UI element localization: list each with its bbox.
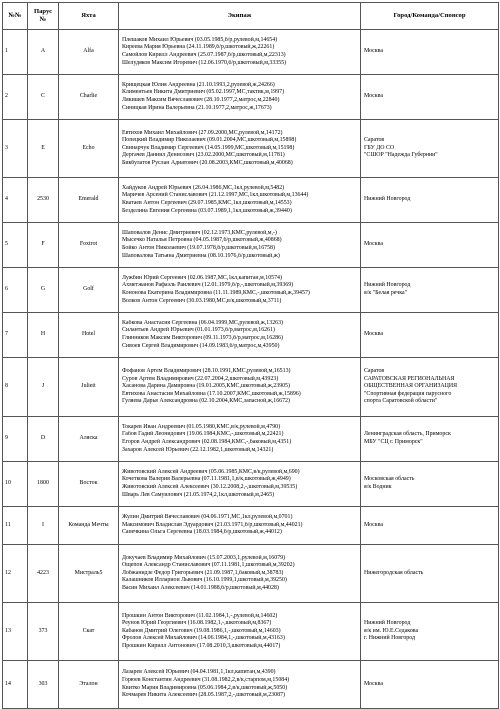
- row-number: 5: [3, 223, 28, 268]
- crew-member: Бойко Антон Николаевич (19.07.1978,б/р,шкотовый,м,16758): [122, 245, 275, 251]
- crew-member: Животовский Алексей Алексеевич (30.12.2008,2,-,шкотовый,м,39535): [122, 484, 298, 490]
- crew-member: Мысечко Наталья Петровна (04.05.1987,б/р,шкотовый,ж,40868): [122, 237, 282, 244]
- city-team-sponsor: [361, 462, 499, 507]
- city-team-sponsor: [361, 603, 499, 661]
- yacht-name: Hotel: [59, 313, 119, 358]
- crew-member: Бикбулатов Руслан Адиатович (20.08.2003,КМС,шкотовый,м,40068): [122, 159, 293, 166]
- yacht-name: Команда Мечты: [59, 507, 119, 545]
- city-team-sponsor: [361, 358, 499, 417]
- row-number: 8: [3, 358, 28, 417]
- yacht-name: Эталон: [59, 661, 119, 709]
- table-row: [3, 313, 499, 358]
- city-team-sponsor: [361, 30, 499, 75]
- crew-member: Лякишев Максим Вячеславович (28.10.1977,2,матрос,м,22840): [122, 97, 280, 103]
- crew-cell: [119, 462, 361, 507]
- crew-member: Плешаков Михаил Юрьевич (03.05.1985,б/р,рулевой,м,14654): [122, 36, 278, 43]
- yacht-name: Golf: [59, 268, 119, 313]
- row-number: 13: [3, 603, 28, 661]
- yacht-name: Мистраль5: [59, 545, 119, 603]
- city-line: Нижний Новгород: [364, 282, 411, 289]
- city-team-sponsor: [361, 417, 499, 462]
- row-number: 6: [3, 268, 28, 313]
- crew-cell: [119, 223, 361, 268]
- city-line: я/к им. Ю.Е.Седакова: [364, 627, 419, 634]
- city-line: Москва: [364, 241, 383, 248]
- table-row: [3, 545, 499, 603]
- city-line: Москва: [364, 93, 383, 100]
- crew-cell: [119, 545, 361, 603]
- crew-member: Кабкова Анастасия Сергеевна (06.04.1999,МС,рулевой,ж,13263): [122, 319, 283, 326]
- crew-member: Синицкая Ирина Валерьевна (21.10.1977,2,матрос,ж,17673): [122, 104, 272, 111]
- crew-member: Дергачев Даниил Денисович (23.02.2000,МС,шкотовый,м,11781): [122, 152, 285, 159]
- table-row: [3, 661, 499, 709]
- sail-number: A: [28, 30, 59, 75]
- crew-member: Кочмарев Никита Алексеевич (28.05.1987,2,-,шкотовый,м,23087): [122, 692, 285, 699]
- crew-member: Волков Антон Сергеевич (30.03.1980,МС,в/к,шкотовый,м,3711): [122, 297, 282, 304]
- crew-cell: [119, 313, 361, 358]
- crew-member: Прошкин Антон Викторович (11.02.1984,1,-,рулевой,м,14602): [122, 612, 278, 619]
- crew-member: Кочеткова Валерия Валерьевна (07.11.1981,1,в/к,шкотовый,ж,4949): [122, 476, 291, 483]
- crew-table: [2, 2, 499, 709]
- city-line: ОБЩЕСТВЕННАЯ ОРГАНИЗАЦИЯ: [364, 383, 458, 390]
- crew-member: Лазарев Алексей Юрьевич (04.04.1981,1,1кл,капитан,м,4390): [122, 669, 276, 676]
- row-number: 3: [3, 120, 28, 178]
- city-line: Москва: [364, 521, 383, 528]
- crew-member: Квитко Мария Владимировна (05.06.1984,2,в/к,шкотовый,ж,5050): [122, 684, 288, 691]
- city-team-sponsor: [361, 178, 499, 223]
- crew-member: Токарев Иван Андреевич (01.05.1980,КМС,в/к,рулевой,м,4790): [122, 423, 281, 430]
- crew-member: Кононова Екатерина Владимировна (11.11.1989,КМС,-,шкотовый,ж,39457): [122, 290, 310, 296]
- sail-number: 1800: [28, 462, 59, 507]
- table-row: [3, 30, 499, 75]
- city-team-sponsor: [361, 661, 499, 709]
- crew-member: Фофанов Артем Владимирович (28.10.1991,КМС,рулевой,м,16513): [122, 368, 291, 375]
- crew-member: Прошкин Кирилл Антонович (17.08.2010,3,шкотовый,м,44017): [122, 642, 281, 649]
- city-line: я/к Водник: [364, 484, 392, 490]
- sail-number: G: [28, 268, 59, 313]
- row-number: 7: [3, 313, 28, 358]
- crew-member: Сивоев Сергей Владимирович (14.09.1983,б/р,матрос,м,43950): [122, 342, 280, 349]
- crew-member: Попецкий Владимир Николаевич (09.01.2004,МС,шкотовый,м,15898): [122, 137, 297, 144]
- header-crew: Экипаж: [119, 3, 361, 30]
- crew-member: Свинарчук Владимир Сергеевич (14.05.1999,МС,шкотовый,м,15198): [122, 144, 295, 151]
- crew-member: Лужбин Юрий Сергеевич (02.06.1987,МС,1кл,капитан,м,10574): [122, 274, 282, 281]
- yacht-name: Alfa: [59, 30, 119, 75]
- table-row: [3, 75, 499, 120]
- sail-number: 2530: [28, 178, 59, 223]
- crew-cell: [119, 75, 361, 120]
- crew-member: Глинников Максим Викторович (09.11.1973,б/р,матрос,м,16286): [122, 335, 283, 341]
- crew-cell: [119, 268, 361, 313]
- crew-member: Шаповалова Татьяна Дмитриевна (08.10.1976,б/р,шкотовый,ж): [122, 252, 280, 259]
- crew-member: Шварь Лев Самуилович (21.05.1974,2,1кл,шкотовый,м,2465): [122, 491, 275, 498]
- crew-member: Хасанова Дарина Дамировна (19.01.2005,КМС,шкотовый,ж,23905): [122, 383, 290, 390]
- crew-cell: [119, 358, 361, 417]
- city-team-sponsor: [361, 545, 499, 603]
- crew-member: Маричев Арсений Станиславович (21.12.1997,МС,1кл,шкотовый,м,13644): [122, 192, 309, 199]
- crew-member: Кабанов Дмитрий Олегович (19.08.1986,1,-,шкотовый,м,14603): [122, 627, 281, 634]
- table-row: [3, 358, 499, 417]
- crew-member: Ахметжанов Рафаэль Раилевич (12.01.1979,б/р,-,шкотовый,м,39369): [122, 282, 294, 289]
- table-body: [3, 30, 499, 709]
- table-row: [3, 462, 499, 507]
- header-yacht: Яхта: [59, 3, 119, 30]
- yacht-name: Charlie: [59, 75, 119, 120]
- city-team-sponsor: [361, 507, 499, 545]
- city-team-sponsor: [361, 120, 499, 178]
- sail-number: 4223: [28, 545, 59, 603]
- sail-number: E: [28, 120, 59, 178]
- yacht-name: Восток: [59, 462, 119, 507]
- crew-member: Шаповалов Денис Дмитриевич (02.12.1973,КМС,рулевой,м,-): [122, 229, 277, 236]
- crew-member: Докучаев Владимир Михайлович (15.07.2003,1,рулевой,м,16079): [122, 554, 286, 561]
- row-number: 2: [3, 75, 28, 120]
- crew-cell: [119, 417, 361, 462]
- crew-member: Максимович Владислав Эдуардович (21.03.1971,б/р,шкотовый,м,44021): [122, 521, 303, 528]
- crew-cell: [119, 120, 361, 178]
- crew-member: Жулин Дмитрий Вячеславович (04.06.1971,МС,1кл,рулевой,м,0701): [122, 514, 293, 521]
- crew-member: Климентьев Никита Дмитриевич (05.02.1997,МС,тактик,м,1997): [122, 89, 285, 96]
- crew-member: Лобжанидзе Федор Григорьевич (21.09.1987,1,баковый,м,38783): [122, 569, 284, 576]
- crew-member: Габов Гадий Леонидович (19.06.1984,КМС,-,шкотовый,м,22421): [122, 431, 284, 438]
- crew-member: Фролов Алексей Михайлович (14.06.1984,1,-,шкотовый,м,43163): [122, 635, 285, 642]
- city-line: спорта Саратовской области": [364, 398, 438, 405]
- crew-member: Животовский Алексей Андреевич (05.06.1985,КМС,в/к,рулевой,м,690): [122, 468, 300, 475]
- sail-number: 373: [28, 603, 59, 661]
- sail-number: 303: [28, 661, 59, 709]
- crew-cell: [119, 603, 361, 661]
- crew-cell: [119, 30, 361, 75]
- table-row: [3, 603, 499, 661]
- city-line: Нижний Новгород: [364, 620, 411, 627]
- city-line: Московская область: [364, 476, 415, 483]
- header-sail: Парус №: [28, 3, 59, 30]
- row-number: 9: [3, 417, 28, 462]
- yacht-name: Аляска: [59, 417, 119, 462]
- city-team-sponsor: [361, 313, 499, 358]
- crew-member: Реунов Юрий Георгиевич (16.08.1982,1,-,шкотовый,м,8367): [122, 620, 272, 627]
- yacht-name: Emerald: [59, 178, 119, 223]
- crew-member: Киреева Мария Юрьевна (24.11.1989,б/р,шкотовый,ж,22261): [122, 44, 275, 51]
- crew-member: Шелудяков Максим Игоревич (12.06.1970,б/р,шкотовый,м,33355): [122, 59, 287, 66]
- city-team-sponsor: [361, 223, 499, 268]
- crew-member: Кватаев Антон Сергеевич (29.07.1985,КМС,1кл,шкотовый,м,14553): [122, 200, 292, 206]
- crew-member: Сапечкина Ольга Сергеевна (18.03.1984,б/р,шкотовый,ж,44012): [122, 529, 282, 536]
- table-row: [3, 223, 499, 268]
- crew-member: Силантьев Андрей Юрьевич (01.01.1973,б/р,матрос,м,16261): [122, 327, 275, 334]
- city-line: Нижегородская область: [364, 569, 424, 576]
- city-team-sponsor: [361, 75, 499, 120]
- city-line: я/к "Белая речка": [364, 290, 407, 296]
- city-line: Москва: [364, 48, 383, 55]
- city-line: Ленинградская область, Приморск: [364, 431, 451, 438]
- header-city: Город/Команда/Спонсор: [361, 3, 499, 30]
- table-row: [3, 268, 499, 313]
- city-line: МБУ "СЦ г. Приморск": [364, 439, 423, 445]
- row-number: 12: [3, 545, 28, 603]
- table-row: [3, 120, 499, 178]
- crew-member: Евтихова Анастасия Михайловна (17.10.2007,КМС,шкотовый,ж,15896): [122, 390, 301, 397]
- crew-member: Самойлов Кирилл Андреевич (25.07.1987,б/р,шкотовый,м,22313): [122, 52, 286, 58]
- yacht-name: Juliett: [59, 358, 119, 417]
- header-number: №№: [3, 3, 28, 30]
- crew-member: Ощепов Александр Станиславович (07.11.1981,1,шкотовый,м,39202): [122, 562, 295, 569]
- crew-member: Суров Артем Владимирович (22.07.2004,2,шкотовый,м,43923): [122, 375, 279, 382]
- sail-number: H: [28, 313, 59, 358]
- table-row: [3, 417, 499, 462]
- city-line: ГБУ ДО СО: [364, 144, 395, 151]
- city-line: г. Нижний Новгород: [364, 635, 416, 642]
- crew-cell: [119, 661, 361, 709]
- city-line: "Спортивная федерация парусного: [364, 390, 452, 397]
- crew-member: Васин Михаил Алексеевич (14.01.1988,б/р,шкотовый,м,44028): [122, 584, 279, 591]
- crew-member: Калашников Илларион Львович (16.10.1999,1,шкотовый,м,39250): [122, 577, 287, 584]
- row-number: 14: [3, 661, 28, 709]
- sail-number: D: [28, 417, 59, 462]
- city-line: Москва: [364, 331, 383, 338]
- row-number: 10: [3, 462, 28, 507]
- sail-number: F: [28, 223, 59, 268]
- sail-number: I: [28, 507, 59, 545]
- city-team-sponsor: [361, 268, 499, 313]
- row-number: 4: [3, 178, 28, 223]
- city-line: Нижний Новгород: [364, 196, 411, 203]
- city-line: Саратов: [364, 368, 385, 375]
- table-row: [3, 507, 499, 545]
- city-line: САРАТОВСКАЯ РЕГИОНАЛЬНАЯ: [364, 375, 455, 382]
- table-row: [3, 178, 499, 223]
- yacht-name: Скат: [59, 603, 119, 661]
- sail-number: J: [28, 358, 59, 417]
- results-document: [2, 2, 498, 709]
- row-number: 11: [3, 507, 28, 545]
- crew-member: Евтихов Михаил Михайлович (27.09.2000,МС,рулевой,м,14172): [122, 129, 283, 136]
- sail-number: C: [28, 75, 59, 120]
- row-number: 1: [3, 30, 28, 75]
- table-header-row: [3, 3, 499, 30]
- crew-member: Хайдуков Андрей Юрьевич (26.04.1986,МС,1кл,рулевой,м,5482): [122, 184, 285, 191]
- crew-cell: [119, 178, 361, 223]
- city-line: Москва: [364, 680, 383, 687]
- crew-member: Горюев Константин Андреевич (31.08.1982,2,в/к,старпом,м,15084): [122, 676, 290, 683]
- crew-member: Егоров Андрей Александрович (02.08.1984,КМС,-,баковый,м,4351): [122, 439, 292, 445]
- crew-cell: [119, 507, 361, 545]
- crew-member: Гуляева Дарья Александровна (02.10.2004,КМС,запасной,ж,16672): [122, 398, 290, 405]
- crew-member: Крищецкая Юлия Андреевна (21.10.1993,2,рулевой,ж,24266): [122, 81, 275, 88]
- yacht-name: Echo: [59, 120, 119, 178]
- crew-member: Захаров Алексей Юрьевич (22.12.1982,1,шкотовый,м,14321): [122, 446, 274, 453]
- city-line: "СШОР "Надежда Губернии": [364, 152, 438, 159]
- crew-member: Безделина Евгения Сергеевна (03.07.1989,1,1кл,шкотовый,ж,39440): [122, 207, 292, 214]
- city-line: Саратов: [364, 137, 385, 144]
- yacht-name: Foxtrot: [59, 223, 119, 268]
